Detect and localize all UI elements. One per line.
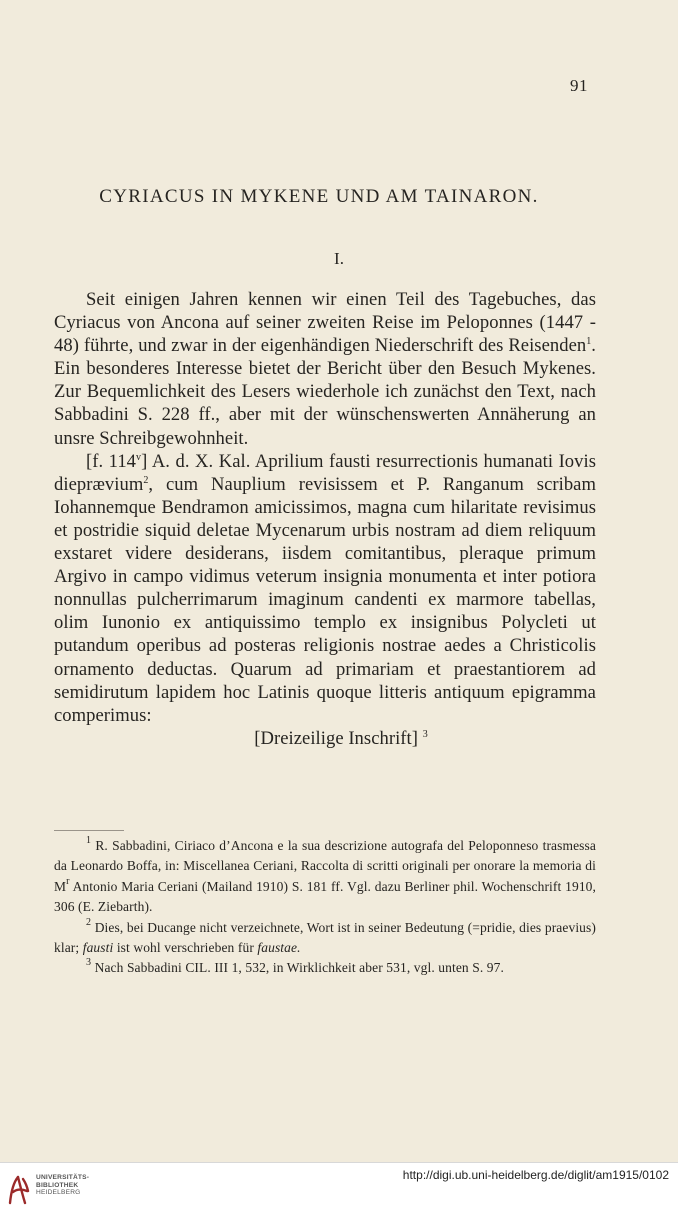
page-number: 91 bbox=[570, 76, 588, 95]
footnote-mark: 2 bbox=[86, 916, 92, 928]
paragraph-1 bbox=[54, 288, 596, 450]
folio-ref: [f. 114 bbox=[86, 450, 137, 472]
logo-line-3: HEIDELBERG bbox=[36, 1189, 81, 1197]
footnote-ref-1[interactable]: 1 bbox=[586, 336, 592, 348]
footnote-text: ist wohl verschrieben für bbox=[116, 940, 254, 956]
footnote-ref-3[interactable]: 3 bbox=[422, 728, 428, 740]
footnotes bbox=[54, 836, 596, 979]
footer-bar bbox=[0, 1162, 678, 1214]
paragraph-2-rest: , cum Nauplium revisissem et P. Ranganum scribam Iohannemque Bendramon amicissimos, magna cum hilaritate revisimus et postridie siquid deletae Mycenarum urbis nostram ad diem reliquum exstaret videre desiderans, iisdem comitantibus, pleraque primum Argivo in campo vidimus veterum insignia monumenta et inter potiora nonnullas pulcherrimarum imaginum candenti ex marmore tabellas, olim Iunonio ex antiquissimo templo ex insignibus Polycleti ut putandum operibus ad posteras religionis nostrae aedes a Christicolis ornamento deductas. Quarum ad primariam et praestantiorem ad semidirutum lapidem hoc Latinis quoque litteris antiquum epigramma comperimus: bbox=[54, 473, 596, 726]
chapter-title: CYRIACUS IN MYKENE UND AM TAINARON. bbox=[99, 186, 539, 207]
logo-line-1: UNIVERSITÄTS- bbox=[36, 1174, 90, 1181]
heidelberg-logo-icon bbox=[6, 1173, 32, 1207]
paragraph-1-rest: . Ein besonderes Interesse bietet der Bericht über den Besuch Mykenes. Zur Bequemlichkeit des Lesers wiederhole ich zunächst den Text, nach Sabbadini S. 228 ff., aber mit der wünschenswerten Annäherung an unsre Schreibgewohnheit. bbox=[54, 335, 596, 449]
footnote-1 bbox=[54, 836, 596, 918]
inscription-label: [Dreizeilige Inschrift] bbox=[254, 727, 418, 749]
permalink-url[interactable]: http://digi.ub.uni-heidelberg.de/diglit/am1915/0102 bbox=[402, 1168, 669, 1182]
folio-close: ] bbox=[141, 450, 148, 472]
paragraph-2 bbox=[54, 450, 596, 727]
paragraph-2-intro: A. d. X. Kal. Aprilium fausti resurrectionis humanati Iovis dieprævium bbox=[54, 450, 597, 495]
logo-line-2: BIBLIOTHEK bbox=[36, 1181, 79, 1189]
footnote-text: Dies, bei Ducange nicht verzeichnete, Wort ist in seiner Bedeutung (=pridie, dies praevius) klar; bbox=[54, 919, 596, 956]
library-logo[interactable] bbox=[6, 1173, 106, 1207]
footnote-superscript: r bbox=[66, 875, 70, 887]
footnote-divider bbox=[54, 830, 124, 831]
footnote-2 bbox=[54, 918, 596, 959]
inscription-placeholder bbox=[54, 727, 596, 750]
footnote-text: R. Sabbadini, Ciriaco d’Ancona e la sua descrizione autografa del Peloponneso trasmessa da Leonardo Boffa, in: Miscellanea Ceriani, Raccolta di scritti originali per onorare la memoria di M bbox=[54, 838, 596, 894]
logo-wordmark bbox=[36, 1174, 89, 1197]
section-number: I. bbox=[334, 249, 344, 268]
footnote-italic-term: faustae. bbox=[257, 940, 301, 956]
footnote-italic-term: fausti bbox=[82, 940, 114, 956]
footnote-mark: 1 bbox=[86, 835, 92, 846]
folio-verso-mark: v bbox=[136, 451, 142, 463]
paragraph-1-intro: Seit einigen Jahren kennen wir einen Teil des Tagebuches, das Cyriacus von Ancona auf seiner zweiten Reise im Peloponnes (1447 - 48) führte, und zwar in der eigenhändigen Niederschrift des Reisenden bbox=[54, 289, 596, 357]
footnote-ref-2[interactable]: 2 bbox=[143, 474, 149, 486]
footnote-text: Nach Sabbadini CIL. III 1, 532, in Wirklichkeit aber 531, vgl. unten S. 97. bbox=[94, 960, 504, 976]
footnote-3 bbox=[54, 958, 596, 978]
footnote-text: Antonio Maria Ceriani (Mailand 1910) S. 181 ff. Vgl. dazu Berliner phil. Wochenschrift 1910, 306 (E. Ziebarth). bbox=[54, 878, 596, 915]
footnote-mark: 3 bbox=[86, 957, 92, 969]
body-text bbox=[54, 288, 596, 750]
